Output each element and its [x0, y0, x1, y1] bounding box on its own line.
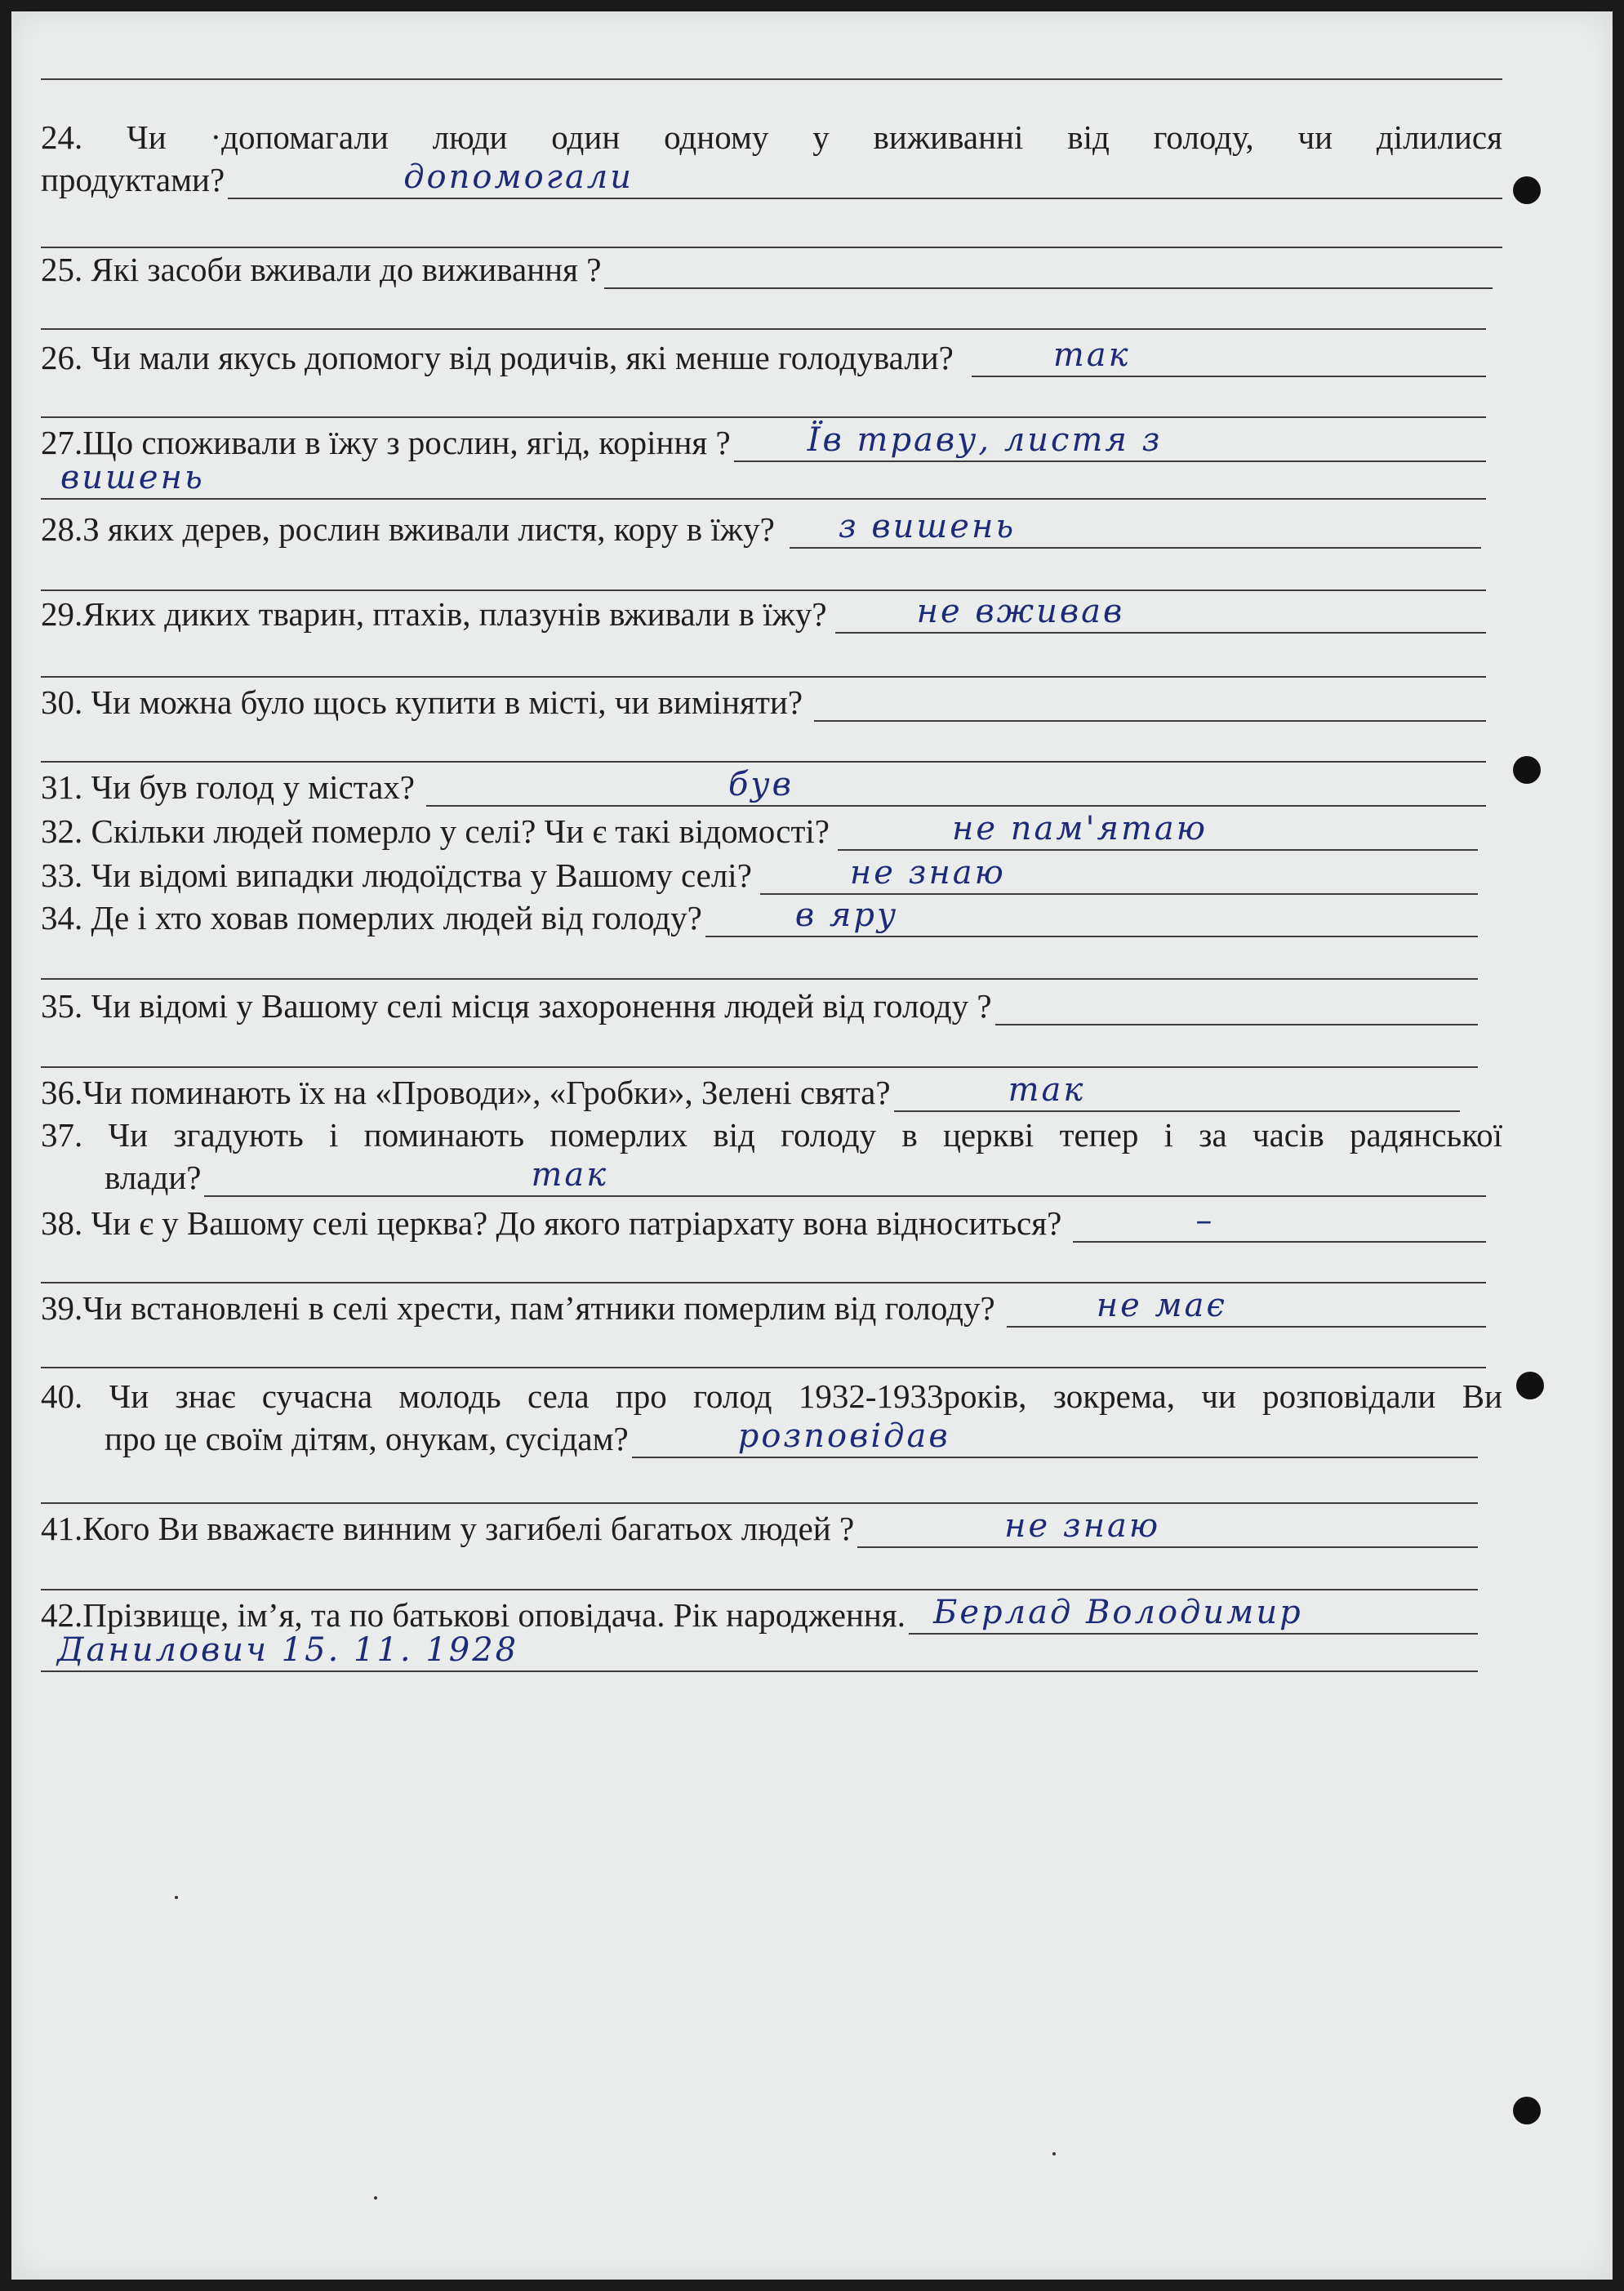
question-37: [41, 1112, 1502, 1197]
question-text: 38. Чи є у Вашому селі церква? До якого патріархату вона відноситься?: [41, 1204, 1062, 1242]
question-32: [41, 808, 1502, 851]
question-39: [41, 1285, 1502, 1328]
handwritten-answer: так: [1008, 1071, 1086, 1109]
answer-field[interactable]: [604, 251, 1493, 289]
question-text: 42.Прізвище, ім’я, та по батькові оповідача. Рік народження.: [41, 1596, 905, 1634]
questionnaire-page: [11, 11, 1613, 2280]
question-text: 30. Чи можна було щось купити в місті, чи виміняти?: [41, 683, 803, 721]
handwritten-answer: допомогали: [403, 158, 634, 196]
handwritten-answer: Їв траву, листя з: [807, 421, 1163, 459]
question-text: 25. Які засоби вживали до виживання ?: [41, 251, 602, 288]
question-41: [41, 1506, 1502, 1548]
handwritten-answer: з вишень: [838, 508, 1017, 545]
paper-speck: [175, 1896, 178, 1899]
punch-hole: [1513, 2097, 1541, 2124]
answer-field[interactable]: [228, 158, 1502, 199]
question-text: про це своїм дітям, онукам, сусідам?: [105, 1420, 629, 1457]
question-35: [41, 983, 1502, 1025]
question-text: 39.Чи встановлені в селі хрести, пам’ятники померлим від голоду?: [41, 1289, 995, 1327]
handwritten-answer: розповідав: [737, 1417, 950, 1455]
question-24: [41, 114, 1502, 199]
handwritten-answer: Берлад Володимир: [932, 1594, 1303, 1631]
question-30: [41, 679, 1502, 722]
answer-field[interactable]: [204, 1156, 1486, 1197]
question-text: 27.Що споживали в їжу з рослин, ягід, коріння ?: [41, 424, 731, 461]
answer-field[interactable]: [857, 1507, 1478, 1548]
answer-field[interactable]: [972, 336, 1486, 377]
handwritten-answer: був: [728, 766, 794, 803]
question-text: 29.Яких диких тварин, птахів, плазунів вживали в їжу?: [41, 595, 827, 633]
answer-field[interactable]: [790, 508, 1481, 549]
question-27: [41, 420, 1502, 500]
question-text: 24. Чи ·допомагали люди один одному у виживанні від голоду, чи ділилися: [41, 118, 1502, 156]
question-31: [41, 764, 1502, 807]
question-text: 28.З яких дерев, рослин вживали листя, кору в їжу?: [41, 510, 775, 548]
question-text: 33. Чи відомі випадки людоїдства у Вашому селі?: [41, 856, 752, 894]
answer-field[interactable]: [760, 854, 1478, 895]
question-42: [41, 1592, 1502, 1672]
answer-field[interactable]: [632, 1417, 1478, 1458]
handwritten-answer: так: [531, 1156, 609, 1194]
question-text: 32. Скільки людей померло у селі? Чи є такі відомості?: [41, 812, 830, 850]
handwritten-answer: не знаю: [1004, 1507, 1161, 1545]
question-text: продуктами?: [41, 161, 225, 198]
question-29: [41, 591, 1502, 634]
question-36: [41, 1070, 1502, 1112]
handwritten-answer: так: [1052, 336, 1131, 374]
answer-field[interactable]: [705, 896, 1478, 937]
answer-field[interactable]: [835, 593, 1486, 634]
handwritten-answer: вишень: [60, 459, 205, 496]
answer-field[interactable]: [894, 1071, 1460, 1112]
question-33: [41, 852, 1502, 895]
answer-field[interactable]: [426, 766, 1486, 807]
punch-hole: [1513, 176, 1541, 204]
answer-field[interactable]: [909, 1594, 1478, 1635]
question-28: [41, 506, 1502, 549]
answer-field[interactable]: [814, 684, 1486, 722]
answer-field[interactable]: [1007, 1287, 1486, 1328]
handwritten-answer: Данилович 15. 11. 1928: [57, 1631, 519, 1669]
question-text: влади?: [105, 1159, 202, 1196]
paper-speck: [1052, 2152, 1056, 2155]
question-text: 26. Чи мали якусь допомогу від родичів, які менше голодували?: [41, 339, 954, 376]
question-34: [41, 895, 1502, 937]
question-40: [41, 1373, 1502, 1458]
handwritten-answer: не знаю: [849, 854, 1006, 892]
question-text: 40. Чи знає сучасна молодь села про голод 1932-1933років, зокрема, чи розповідали Ви: [41, 1377, 1502, 1415]
question-text: 31. Чи був голод у містах?: [41, 768, 415, 806]
answer-field[interactable]: [734, 421, 1486, 462]
question-text: 36.Чи поминають їх на «Проводи», «Гробки», Зелені свята?: [41, 1074, 891, 1111]
handwritten-answer: –: [1195, 1202, 1215, 1239]
punch-hole: [1513, 756, 1541, 784]
question-text: 34. Де і хто ховав померлих людей від голоду?: [41, 899, 702, 936]
question-text: 41.Кого Ви вважаєте винним у загибелі багатьох людей ?: [41, 1510, 855, 1547]
question-text: 37. Чи згадують і поминають померлих від голоду в церкві тепер і за часів радянської: [41, 1116, 1502, 1154]
handwritten-answer: не пам'ятаю: [951, 810, 1208, 847]
answer-field[interactable]: [995, 988, 1478, 1025]
question-25: [41, 247, 1502, 289]
answer-field[interactable]: [1073, 1202, 1486, 1243]
question-26: [41, 335, 1502, 377]
punch-hole: [1516, 1372, 1544, 1399]
handwritten-answer: не має: [1096, 1287, 1227, 1324]
handwritten-answer: не вживав: [916, 593, 1125, 630]
question-text: 35. Чи відомі у Вашому селі місця захоронення людей від голоду ?: [41, 987, 992, 1025]
paper-speck: [374, 2196, 377, 2200]
answer-field[interactable]: [838, 810, 1478, 851]
handwritten-answer: в яру: [794, 896, 899, 934]
question-38: [41, 1200, 1502, 1243]
